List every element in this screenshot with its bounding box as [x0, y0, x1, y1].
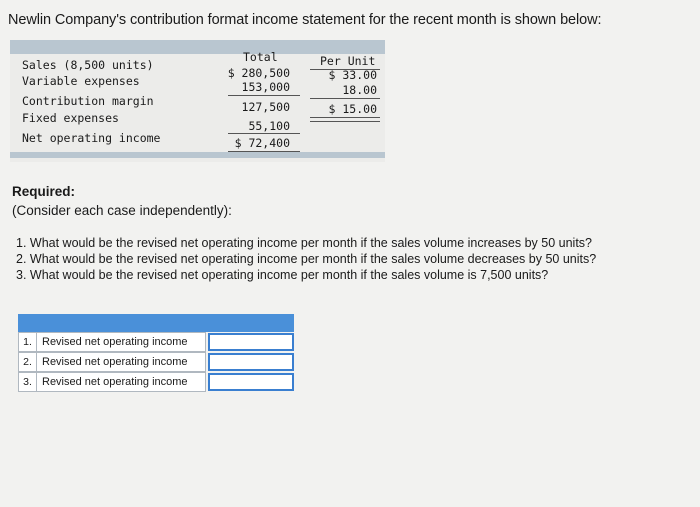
question-2: 2. What would be the revised net operating income per month if the sales volume decreases by 50 units? [16, 252, 597, 266]
total-fixed-underline [228, 133, 300, 134]
row-per-unit-sales: $ 33.00 [328, 68, 377, 82]
row-label-contribution-margin: Contribution margin [22, 94, 154, 108]
row-label-fixed-expenses: Fixed expenses [22, 111, 119, 125]
statement-header-bar [10, 40, 385, 54]
row-total-contribution-margin: 127,500 [241, 100, 290, 114]
answer-input-3[interactable] [208, 373, 294, 391]
answer-input-1[interactable] [208, 333, 294, 351]
row-total-fixed-expenses: 55,100 [248, 119, 290, 133]
statement-footer-bar [10, 152, 385, 158]
required-heading: Required: [12, 184, 76, 199]
total-subtotal-line [228, 95, 300, 96]
answer-row-label: Revised net operating income [37, 332, 206, 352]
row-per-unit-contribution-margin: $ 15.00 [328, 102, 377, 116]
row-total-variable-expenses: 153,000 [241, 80, 290, 94]
answer-table-header [18, 314, 294, 332]
consider-text: (Consider each case independently): [12, 203, 232, 218]
answer-row-label: Revised net operating income [37, 372, 206, 392]
per-unit-double-underline [310, 117, 380, 122]
row-per-unit-variable-expenses: 18.00 [342, 83, 377, 97]
per-unit-subtotal-line [310, 98, 380, 99]
per-unit-column-header: Per Unit [320, 54, 376, 68]
question-3: 3. What would be the revised net operating income per month if the sales volume is 7,500 units? [16, 268, 549, 282]
answer-row [18, 332, 294, 352]
answer-row-label: Revised net operating income [37, 352, 206, 372]
total-column-header: Total [243, 50, 278, 64]
answer-row-number: 1. [18, 332, 37, 352]
answer-row-number: 2. [18, 352, 37, 372]
question-1: 1. What would be the revised net operating income per month if the sales volume increases by 50 units? [16, 236, 593, 250]
answer-row [18, 352, 294, 372]
income-statement [10, 40, 385, 162]
answer-row [18, 372, 294, 392]
answer-input-2[interactable] [208, 353, 294, 371]
row-label-net-operating-income: Net operating income [22, 131, 161, 145]
row-total-net-operating-income: $ 72,400 [234, 136, 290, 150]
row-label-sales: Sales (8,500 units) [22, 58, 154, 72]
page-title: Newlin Company's contribution format income statement for the recent month is shown below: [8, 12, 602, 28]
row-total-sales: $ 280,500 [227, 66, 290, 80]
row-label-variable-expenses: Variable expenses [22, 74, 140, 88]
answer-row-number: 3. [18, 372, 37, 392]
